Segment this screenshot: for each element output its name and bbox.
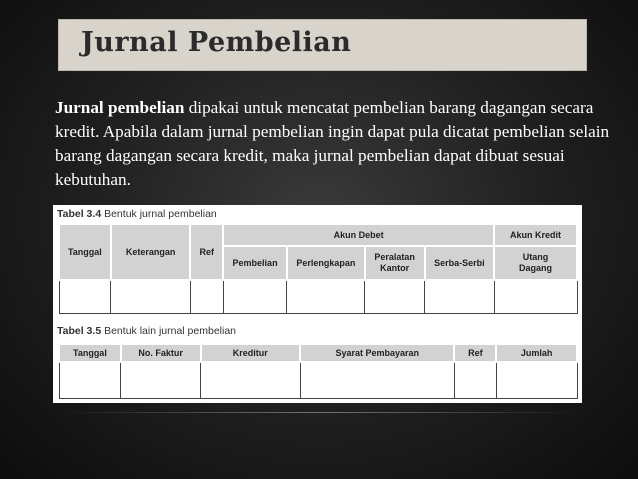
bottom-divider: [60, 412, 580, 413]
table35-header-ref: Ref: [454, 344, 496, 362]
table34-header-ref: Ref: [190, 224, 223, 280]
title-bar: [58, 19, 587, 71]
table35-header-jumlah: Jumlah: [496, 344, 577, 362]
table34-header-peralatan-kantor: Peralatan Kantor: [365, 246, 425, 280]
table34-header-tanggal: Tanggal: [59, 224, 111, 280]
table-figure: [53, 205, 582, 403]
table34-header-perlengkapan: Perlengkapan: [287, 246, 365, 280]
table34-header-akun-debet: Akun Debet: [223, 224, 494, 246]
table35-caption-number: Tabel 3.5: [57, 325, 102, 337]
table35-header-tanggal: Tanggal: [59, 344, 121, 362]
table34-caption-text: Bentuk jurnal pembelian: [104, 208, 217, 220]
table34: [58, 223, 578, 314]
table34-caption: [57, 208, 217, 220]
table34-header-pembelian: Pembelian: [223, 246, 287, 280]
table35-header-syarat-pembayaran: Syarat Pembayaran: [300, 344, 454, 362]
table35: [58, 343, 578, 399]
paragraph-bold-term: Jurnal pembelian: [55, 98, 185, 117]
paragraph-text: dipakai untuk mencatat pembelian barang dagangan secara kredit. Apabila dalam jurnal pembelian ingin dapat pula dicatat pembelian selain barang dagangan secara kredit, maka jurnal pembelian dapat dibuat sesuai kebutuhan.: [55, 98, 610, 189]
table34-header-keterangan: Keterangan: [111, 224, 191, 280]
slide-title: Jurnal Pembelian: [81, 27, 352, 58]
table35-caption: [57, 325, 236, 337]
table35-header-no-faktur: No. Faktur: [121, 344, 201, 362]
description-paragraph: [55, 96, 615, 192]
table34-caption-number: Tabel 3.4: [57, 208, 102, 220]
table34-header-serba-serbi: Serba-Serbi: [425, 246, 494, 280]
table35-caption-text: Bentuk lain jurnal pembelian: [104, 325, 237, 337]
table34-empty-row: [59, 280, 577, 313]
table34-header-utang-dagang: Utang Dagang: [494, 246, 577, 280]
table34-header-akun-kredit: Akun Kredit: [494, 224, 577, 246]
table35-header-kreditur: Kreditur: [201, 344, 301, 362]
table35-empty-row: [59, 362, 577, 398]
